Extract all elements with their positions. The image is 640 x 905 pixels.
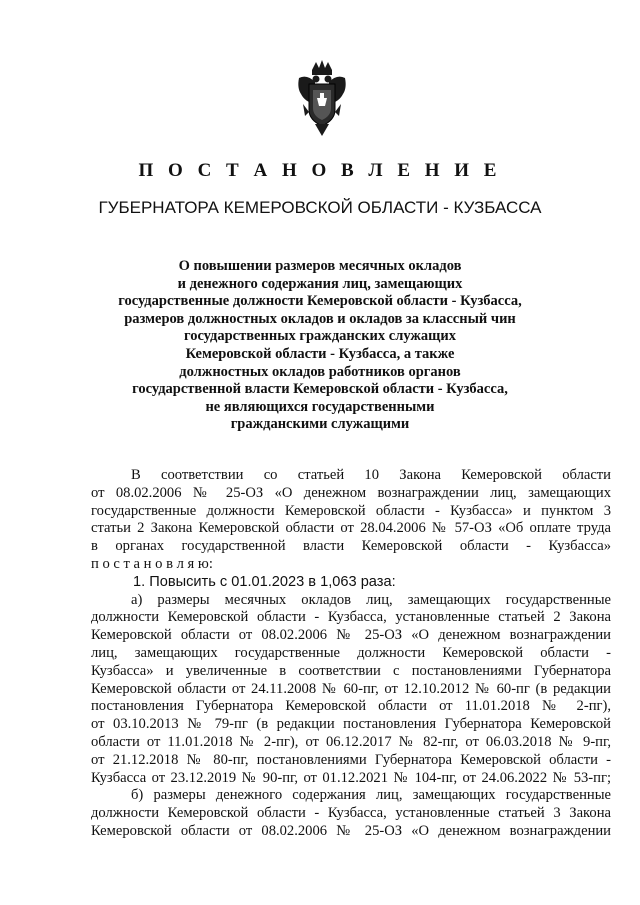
body-line: государственные должности Кемеровской области - Кузбасса» и пунктом 3 [91,502,611,519]
heading-line: государственных гражданских служащих [183,328,457,345]
heading-line: и денежного содержания лиц, замещающих [177,275,463,292]
heading-line: государственные должности Кемеровской области - Кузбасса, [118,293,522,310]
heading-line: гражданскими служащими [230,416,410,433]
body-line: постановления Губернатора Кемеровской области от 11.01.2018 № 2-пг), [91,698,611,715]
body-line: должности Кемеровской области - Кузбасса, установленные статьей 2 Закона [91,609,611,626]
body-line: Кемеровской области от 24.11.2008 № 60-пг, от 12.10.2012 № 60-пг (в редакции [91,680,611,697]
body-line: лиц, замещающих государственные должности Кемеровской области - [91,644,611,661]
document-title: П О С Т А Н О В Л Е Н И Е [138,160,502,181]
body-line: В соответствии со статьей 10 Закона Кемеровской области [131,467,611,483]
heading-line: государственной власти Кемеровской области - Кузбасса, [132,381,508,398]
body-line: должности Кемеровской области - Кузбасса, установленные статьей 3 Закона [91,805,611,822]
coat-of-arms-icon [295,60,349,140]
body-line: п о с т а н о в л я ю: [91,555,213,572]
body-line: Кузбасса» и увеличенные в соответствии с постановлениями Губернатора [91,662,611,679]
body-line: от 21.12.2018 № 80-пг, постановлениями Губернатора Кемеровской области - [91,751,611,768]
body-line: 1. Повысить с 01.01.2023 в 1,063 раза: [133,573,396,590]
body-line: Кемеровской области от 08.02.2006 № 25-ОЗ «О денежном вознаграждении [91,627,611,644]
body-line: б) размеры денежного содержания лиц, замещающих государственные [131,787,611,804]
document-heading [60,258,580,434]
body-line: а) размеры месячных окладов лиц, замещающих государственные [131,591,611,608]
document-issuer: ГУБЕРНАТОРА КЕМЕРОВСКОЙ ОБЛАСТИ - КУЗБАССА [98,198,542,217]
body-line: от 03.10.2013 № 79-пг (в редакции постановления Губернатора Кемеровской [91,716,611,733]
document-body [91,467,611,841]
heading-line: Кемеровской области - Кузбасса, а также [185,345,455,362]
heading-line: не являющихся государственными [205,398,435,415]
body-line: в органах государственной власти Кемеровской области - Кузбасса» [91,538,611,555]
body-line: Кузбасса от 23.12.2019 № 90-пг, от 01.12.2021 № 104-пг, от 24.06.2022 № 53-пг; [91,769,611,786]
heading-line: О повышении размеров месячных окладов [178,258,462,274]
heading-line: должностных окладов работников органов [179,363,461,380]
body-line: от 08.02.2006 № 25-ОЗ «О денежном вознаграждении лиц, замещающих [91,484,611,501]
body-line: Кемеровской области от 08.02.2006 № 25-ОЗ «О денежном вознаграждении [91,822,611,839]
body-line: области от 11.01.2018 № 2-пг), от 06.12.2017 № 82-пг, от 06.03.2018 № 9-пг, [91,733,611,750]
body-line: статьи 2 Закона Кемеровской области от 28.04.2006 № 57-ОЗ «Об оплате труда [91,520,611,537]
heading-line: размеров должностных окладов и окладов за классный чин [124,310,516,327]
